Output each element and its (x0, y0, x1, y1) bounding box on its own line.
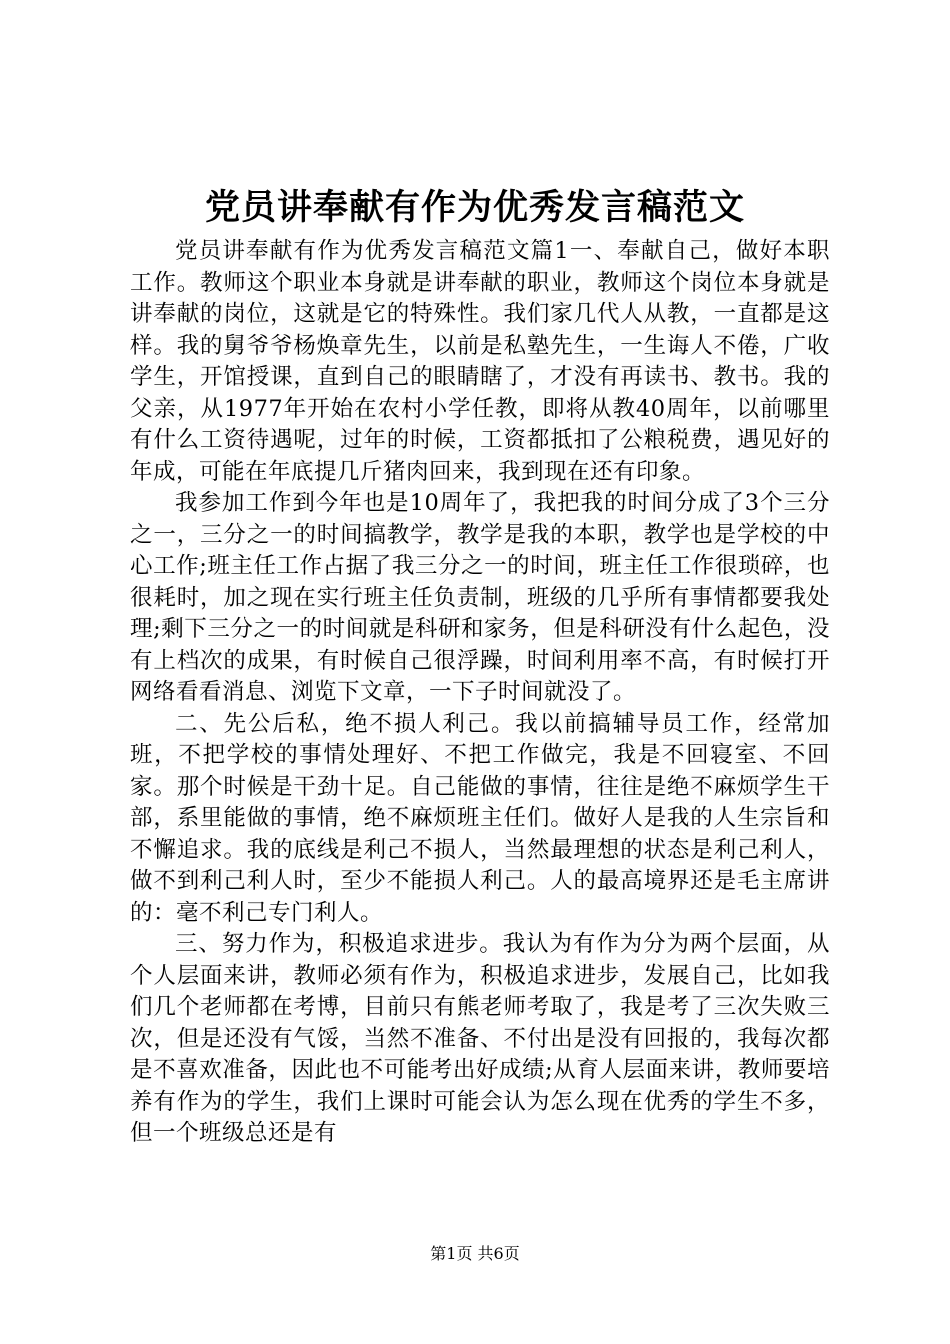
document-body (130, 236, 830, 1150)
document-title: 党员讲奉献有作为优秀发言稿范文 (204, 187, 745, 228)
paragraph-3: 二、先公后私，绝不损人利己。我以前搞辅导员工作，经常加班，不把学校的事情处理好、不把工作做完，我是不回寝室、不回家。那个时候是干劲十足。自己能做的事情，往往是绝不麻烦学生干部，系里能做的事情，绝不麻烦班主任们。做好人是我的人生宗旨和不懈追求。我的底线是利己不损人，当然最理想的状态是利己利人，做不到利己利人时，至少不能损人利己。人的最高境界还是毛主席讲的：毫不利己专门利人。 (130, 710, 830, 926)
page-number-footer: 第1页 共6页 (430, 1244, 520, 1263)
paragraph-2: 我参加工作到今年也是10周年了，我把我的时间分成了3个三分之一，三分之一的时间搞教学，教学是我的本职，教学也是学校的中心工作;班主任工作占据了我三分之一的时间，班主任工作很琐碎，也很耗时，加之现在实行班主任负责制，班级的几乎所有事情都要我处理;剩下三分之一的时间就是科研和家务，但是科研没有什么起色，没有上档次的成果，有时候自己很浮躁，时间利用率不高，有时候打开网络看看消息、浏览下文章，一下子时间就没了。 (130, 490, 830, 705)
paragraph-1: 党员讲奉献有作为优秀发言稿范文篇1一、奉献自己，做好本职工作。教师这个职业本身就是讲奉献的职业，教师这个岗位本身就是讲奉献的岗位，这就是它的特殊性。我们家几代人从教，一直都是这样。我的舅爷爷杨焕章先生，以前是私塾先生，一生诲人不倦，广收学生，开馆授课，直到自己的眼睛瞎了，才没有再读书、教书。我的父亲，从1977年开始在农村小学任教，即将从教40周年，以前哪里有什么工资待遇呢，过年的时候，工资都抵扣了公粮税费，遇见好的年成，可能在年底提几斤猪肉回来，我到现在还有印象。 (130, 238, 830, 485)
paragraph-4: 三、努力作为，积极追求进步。我认为有作为分为两个层面，从个人层面来讲，教师必须有作为，积极追求进步，发展自己，比如我们几个老师都在考博，目前只有熊老师考取了，我是考了三次失败三次，但是还没有气馁，当然不准备、不付出是没有回报的，我每次都是不喜欢准备，因此也不可能考出好成绩;从育人层面来讲，教师要培养有作为的学生，我们上课时可能会认为怎么现在优秀的学生不多，但一个班级总还是有 (130, 931, 830, 1146)
